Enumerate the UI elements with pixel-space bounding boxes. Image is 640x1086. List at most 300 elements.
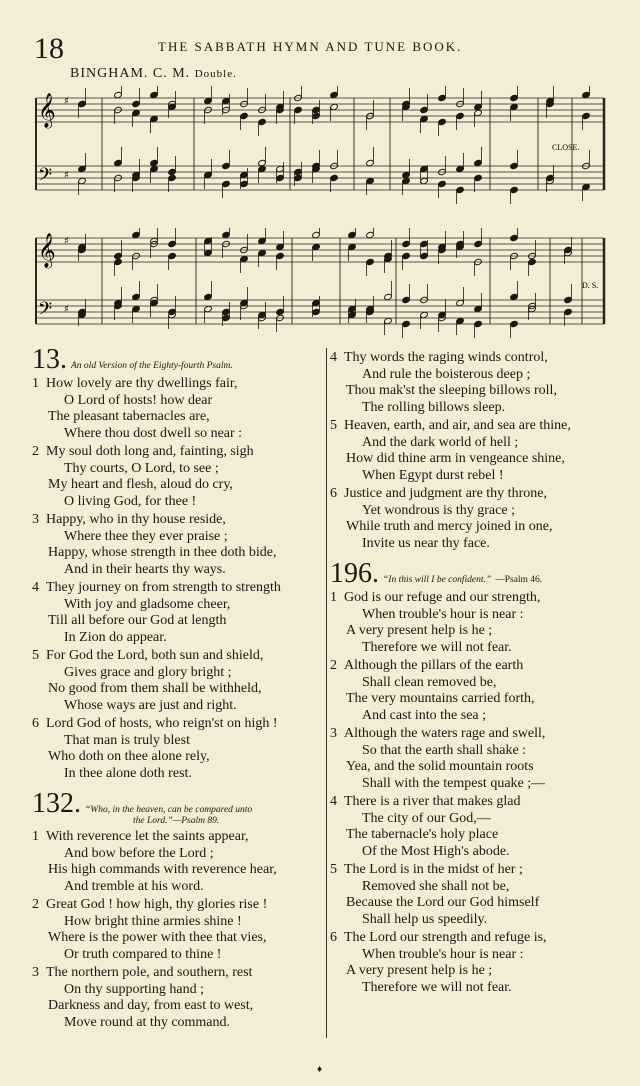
treble-clef: 𝄞	[38, 233, 56, 268]
verse-line	[330, 640, 630, 657]
verse-number: 4	[32, 580, 39, 595]
note-head	[348, 305, 357, 312]
verse-text: Or truth compared to thine !	[64, 946, 222, 962]
music-system-2	[34, 228, 610, 344]
note-head	[420, 311, 429, 318]
verse-line	[330, 930, 630, 947]
verse-line	[330, 691, 630, 708]
verse-line	[32, 862, 320, 879]
verse-line	[330, 519, 630, 536]
note-head	[294, 168, 303, 175]
page-number: 18	[34, 32, 64, 65]
verse-line	[32, 376, 320, 393]
note-head	[132, 293, 141, 300]
verse-text: While truth and mercy joined in one,	[346, 519, 553, 534]
verse-line	[330, 418, 630, 435]
column-divider	[326, 348, 327, 1038]
verse-text: In thee alone doth rest.	[64, 765, 192, 781]
note-head	[510, 186, 519, 193]
note-head	[474, 174, 483, 181]
note-head	[258, 118, 267, 125]
verse-line	[32, 630, 320, 647]
note-head	[420, 115, 429, 122]
verse-number: 4	[330, 794, 337, 809]
note-head	[258, 159, 267, 166]
verse-line	[32, 409, 320, 426]
tune-meter: C. M.	[152, 66, 191, 81]
verse-text: Therefore we will not fear.	[362, 979, 512, 995]
note-head	[204, 305, 213, 312]
verse-line	[32, 998, 320, 1015]
hymn-source-line-1: “Who, in the heaven, can be compared unto	[85, 805, 253, 815]
verse-text: They journey on from strength to strength	[46, 580, 281, 595]
note-head	[366, 258, 375, 265]
note-head	[564, 308, 573, 315]
note-head	[438, 94, 447, 101]
hymn-13	[32, 346, 320, 784]
note-head	[132, 231, 141, 238]
verse-line	[330, 726, 630, 743]
note-head	[150, 91, 159, 98]
verse-text: Lord God of hosts, who reign'st on high !	[46, 716, 278, 731]
ds-label: D. S.	[582, 281, 599, 290]
verse-line	[32, 580, 320, 597]
verse-text: The Lord is in the midst of her ;	[344, 862, 523, 877]
verse-line	[330, 895, 630, 912]
verse-text: Invite us near thy face.	[362, 535, 490, 551]
verse-text: His high commands with reverence hear,	[48, 862, 277, 877]
verse-number: 3	[32, 512, 39, 527]
verse-text: When trouble's hour is near :	[362, 946, 524, 962]
verse	[330, 930, 630, 996]
verse-text: And tremble at his word.	[64, 878, 204, 894]
verse-line	[330, 963, 630, 980]
verse-text: The pleasant tabernacles are,	[48, 409, 210, 424]
verse-text: Heaven, earth, and air, and sea are thine,	[344, 418, 571, 433]
verse-number: 6	[330, 486, 337, 501]
verse-line	[330, 400, 630, 417]
note-head	[312, 112, 321, 119]
verse-number: 4	[330, 350, 337, 365]
note-head	[510, 94, 519, 101]
note-head	[564, 296, 573, 303]
note-head	[240, 255, 249, 262]
verse-line	[32, 879, 320, 896]
verse-line	[330, 879, 630, 896]
note-head	[384, 317, 393, 324]
verse-line	[32, 426, 320, 443]
note-head	[204, 171, 213, 178]
verse-line	[330, 590, 630, 607]
verse	[330, 862, 630, 928]
note-head	[150, 115, 159, 122]
note-head	[348, 243, 357, 250]
note-head	[114, 159, 123, 166]
verse-text: Where is the power with thee that vies,	[48, 930, 267, 945]
verse-text: Of the Most High's abode.	[362, 843, 510, 859]
hymn-number: 196.	[330, 558, 379, 589]
note-head	[276, 243, 285, 250]
verse-line	[32, 1015, 320, 1032]
note-head	[384, 293, 393, 300]
left-column	[32, 346, 320, 1033]
verse-number: 1	[32, 376, 39, 391]
verse	[32, 716, 320, 782]
verse-text: And the dark world of hell ;	[362, 434, 519, 450]
music-system-1	[34, 86, 610, 214]
note-head	[420, 240, 429, 247]
note-head	[168, 174, 177, 181]
verse-text: Removed she shall not be,	[362, 878, 510, 894]
verse-line	[32, 733, 320, 750]
verse-line	[330, 675, 630, 692]
note-head	[348, 311, 357, 318]
note-head	[114, 91, 123, 98]
verse-text: And in their hearts thy ways.	[64, 561, 226, 577]
note-head	[420, 177, 429, 184]
verse-line	[32, 393, 320, 410]
verse-line	[330, 468, 630, 485]
verse-text: The Lord our strength and refuge is,	[344, 930, 547, 945]
verse-line	[330, 607, 630, 624]
verse-number: 2	[32, 897, 39, 912]
verse-line	[330, 811, 630, 828]
note-head	[510, 320, 519, 327]
verse-text: Where thee they ever praise ;	[64, 528, 228, 544]
verse-line	[330, 980, 630, 997]
verse-text: Although the pillars of the earth	[344, 658, 524, 673]
note-head	[456, 317, 465, 324]
verse-line	[32, 947, 320, 964]
note-head	[240, 112, 249, 119]
verse-line	[330, 451, 630, 468]
verse-line	[32, 545, 320, 562]
note-head	[276, 252, 285, 259]
verse-text: There is a river that makes glad	[344, 794, 521, 809]
verse-text: The very mountains carried forth,	[346, 691, 535, 706]
note-head	[420, 252, 429, 259]
note-head	[312, 243, 321, 250]
verse-line	[32, 665, 320, 682]
verse-text: And bow before the Lord ;	[64, 845, 214, 861]
verse-line	[32, 930, 320, 947]
note-head	[78, 165, 87, 172]
note-head	[510, 234, 519, 241]
verse-line	[330, 623, 630, 640]
verse-text: Thy words the raging winds control,	[344, 350, 548, 365]
note-head	[582, 183, 591, 190]
note-head	[78, 100, 87, 107]
note-head	[420, 106, 429, 113]
note-head	[348, 231, 357, 238]
verse-line	[330, 862, 630, 879]
verse-text: The tabernacle's holy place	[346, 827, 499, 842]
note-head	[402, 171, 411, 178]
verse-line	[32, 914, 320, 931]
verse-text: The city of our God,—	[362, 810, 491, 826]
verse-line	[32, 766, 320, 783]
note-head	[276, 308, 285, 315]
tune-name: BINGHAM.	[70, 66, 149, 81]
verse-line	[32, 829, 320, 846]
verse-text: Shall with the tempest quake ;—	[362, 775, 546, 791]
verse	[32, 965, 320, 1031]
note-head	[222, 180, 231, 187]
note-head	[114, 258, 123, 265]
verse-text: My soul doth long and, fainting, sigh	[46, 444, 254, 459]
note-head	[222, 308, 231, 315]
note-head	[312, 106, 321, 113]
verse-line	[32, 444, 320, 461]
verse-text: How lovely are thy dwellings fair,	[46, 376, 238, 391]
verse-line	[330, 776, 630, 793]
note-head	[312, 299, 321, 306]
note-head	[474, 240, 483, 247]
note-head	[402, 252, 411, 259]
verse-line	[32, 648, 320, 665]
note-head	[204, 237, 213, 244]
verse-text: That man is truly blest	[64, 732, 190, 748]
verse-number: 1	[32, 829, 39, 844]
key-signature: ♯	[64, 236, 69, 247]
note-head	[132, 100, 141, 107]
verse-line	[32, 681, 320, 698]
verse	[330, 726, 630, 792]
verse-line	[330, 844, 630, 861]
note-head	[240, 171, 249, 178]
verse-text: On thy supporting hand ;	[64, 981, 204, 997]
verse-number: 5	[330, 862, 337, 877]
verse	[32, 444, 320, 510]
verse-text: When Egypt durst rebel !	[362, 467, 504, 483]
treble-clef: 𝄞	[38, 93, 56, 128]
verse-line	[330, 503, 630, 520]
verse-line	[32, 982, 320, 999]
verse-text: With joy and gladsome cheer,	[64, 596, 231, 612]
note-head	[276, 174, 285, 181]
note-head	[474, 103, 483, 110]
note-head	[402, 177, 411, 184]
verse-text: For God the Lord, both sun and shield,	[46, 648, 264, 663]
note-head	[474, 305, 483, 312]
note-head	[510, 293, 519, 300]
tune-heading	[70, 66, 237, 82]
note-head	[402, 296, 411, 303]
note-head	[330, 103, 339, 110]
note-head	[294, 174, 303, 181]
note-head	[222, 314, 231, 321]
note-head	[456, 186, 465, 193]
note-head	[582, 112, 591, 119]
verse-text: In Zion do appear.	[64, 629, 167, 645]
verse-line	[330, 759, 630, 776]
close-label: CLOSE.	[552, 143, 580, 152]
note-head	[510, 103, 519, 110]
verse-line	[32, 597, 320, 614]
verse-line	[32, 965, 320, 982]
note-head	[366, 159, 375, 166]
verse-number: 6	[32, 716, 39, 731]
note-head	[402, 320, 411, 327]
verse-text: O living God, for thee !	[64, 493, 197, 509]
verse-line	[32, 529, 320, 546]
note-head	[168, 240, 177, 247]
verse-line	[32, 562, 320, 579]
note-head	[456, 165, 465, 172]
verse-text: Who doth on thee alone rely,	[48, 749, 210, 764]
hymn-source-line-2: the Lord.”—Psalm 89.	[133, 816, 220, 826]
verse-text: Whose ways are just and right.	[64, 697, 237, 713]
key-signature: ♯	[64, 170, 69, 181]
note-head	[258, 165, 267, 172]
verse-number: 6	[330, 930, 337, 945]
verse-number: 5	[32, 648, 39, 663]
verse	[330, 418, 630, 484]
verse	[32, 829, 320, 895]
verse-line	[32, 512, 320, 529]
footer-ornament: ♦	[317, 1064, 323, 1075]
note-head	[168, 252, 177, 259]
verse-text: The northern pole, and southern, rest	[46, 965, 253, 980]
verse-number: 2	[330, 658, 337, 673]
hymn-source: An old Version of the Eighty-fourth Psalm.	[71, 361, 233, 371]
verse-text: Yet wondrous is thy grace ;	[362, 502, 515, 518]
verse-line	[330, 536, 630, 553]
note-head	[114, 252, 123, 259]
verse-number: 3	[330, 726, 337, 741]
verse-number: 2	[32, 444, 39, 459]
verse-text: And rule the boisterous deep ;	[362, 366, 531, 382]
verse-text: A very present help is he ;	[346, 963, 493, 978]
verse-line	[32, 494, 320, 511]
verse-text: Shall help us speedily.	[362, 911, 488, 927]
verse-text: No good from them shall be withheld,	[48, 681, 262, 696]
key-signature: ♯	[64, 96, 69, 107]
note-head	[528, 258, 537, 265]
verse-text: So that the earth shall shake :	[362, 742, 527, 758]
verse-number: 1	[330, 590, 337, 605]
note-head	[132, 305, 141, 312]
note-head	[330, 174, 339, 181]
hymn-196	[330, 560, 630, 998]
verse-line	[330, 827, 630, 844]
note-head	[222, 231, 231, 238]
verse-line	[32, 613, 320, 630]
tune-double: Double.	[194, 68, 237, 80]
note-head	[330, 91, 339, 98]
hymn-132	[32, 790, 320, 1033]
verse-text: And cast into the sea ;	[362, 707, 487, 723]
key-signature: ♯	[64, 304, 69, 315]
verse-text: Shall clean removed be,	[362, 674, 497, 690]
verse-text: Happy, who in thy house reside,	[46, 512, 226, 527]
note-head	[204, 293, 213, 300]
note-head	[366, 231, 375, 238]
verse-line	[32, 749, 320, 766]
verse-line	[330, 912, 630, 929]
verse-text: The rolling billows sleep.	[362, 399, 506, 415]
verse-line	[330, 947, 630, 964]
verse	[330, 486, 630, 552]
verse-text: My heart and flesh, aloud do cry,	[48, 477, 233, 492]
note-head	[168, 168, 177, 175]
verse-text: How did thine arm in vengeance shine,	[346, 451, 565, 466]
note-head	[204, 249, 213, 256]
right-column	[330, 350, 630, 998]
hymn-source: “In this will I be confident.”	[383, 575, 492, 585]
verse	[32, 897, 320, 963]
note-head	[312, 308, 321, 315]
note-head	[276, 165, 285, 172]
note-head	[402, 240, 411, 247]
note-head	[438, 180, 447, 187]
note-head	[258, 237, 267, 244]
verse-line	[330, 708, 630, 725]
verse-text: A very present help is he ;	[346, 623, 493, 638]
note-head	[546, 174, 555, 181]
note-head	[474, 109, 483, 116]
verse-line	[32, 461, 320, 478]
note-head	[474, 159, 483, 166]
verse-line	[330, 794, 630, 811]
note-head	[456, 112, 465, 119]
verse-text: Darkness and day, from east to west,	[48, 998, 254, 1013]
verse-text: Thy courts, O Lord, to see ;	[64, 460, 219, 476]
note-head	[456, 299, 465, 306]
running-head: THE SABBATH HYMN AND TUNE BOOK.	[158, 39, 463, 54]
note-head	[438, 118, 447, 125]
verse-text: Where thou dost dwell so near :	[64, 425, 243, 441]
note-head	[204, 97, 213, 104]
verse-text: God is our refuge and our strength,	[344, 590, 541, 605]
verse-text: With reverence let the saints appear,	[46, 829, 249, 844]
verse-text: Thou mak'st the sleeping billows roll,	[346, 383, 557, 398]
hymn-number: 13.	[32, 344, 67, 375]
verse-line	[330, 367, 630, 384]
note-head	[258, 311, 267, 318]
hymn-header	[32, 346, 320, 374]
note-head	[222, 162, 231, 169]
verse-line	[330, 350, 630, 367]
hymn-header	[330, 560, 630, 588]
verse	[32, 648, 320, 714]
hymn-header	[32, 790, 320, 827]
note-head	[564, 246, 573, 253]
note-head	[294, 106, 303, 113]
verse	[330, 590, 630, 656]
verse-text: O Lord of hosts! how dear	[64, 392, 213, 408]
verse-text: Great God ! how high, thy glories rise !	[46, 897, 268, 912]
verse-text: Move round at thy command.	[64, 1014, 231, 1030]
note-head	[420, 165, 429, 172]
verse-text: Gives grace and glory bright ;	[64, 664, 232, 680]
note-head	[78, 177, 87, 184]
verse-line	[330, 383, 630, 400]
hymn-source-ref: —Psalm 46.	[495, 575, 543, 585]
verse-line	[32, 716, 320, 733]
verse	[330, 350, 630, 416]
verse-text: Till all before our God at length	[48, 613, 227, 628]
bass-clef: 𝄢	[38, 299, 53, 324]
verse-text: Happy, whose strength in thee doth bide,	[48, 545, 277, 560]
verse	[32, 580, 320, 646]
verse-text: When trouble's hour is near :	[362, 606, 524, 622]
verse-number: 3	[32, 965, 39, 980]
note-head	[510, 162, 519, 169]
note-head	[240, 180, 249, 187]
verse-text: Yea, and the solid mountain roots	[346, 759, 534, 774]
verse	[330, 794, 630, 860]
